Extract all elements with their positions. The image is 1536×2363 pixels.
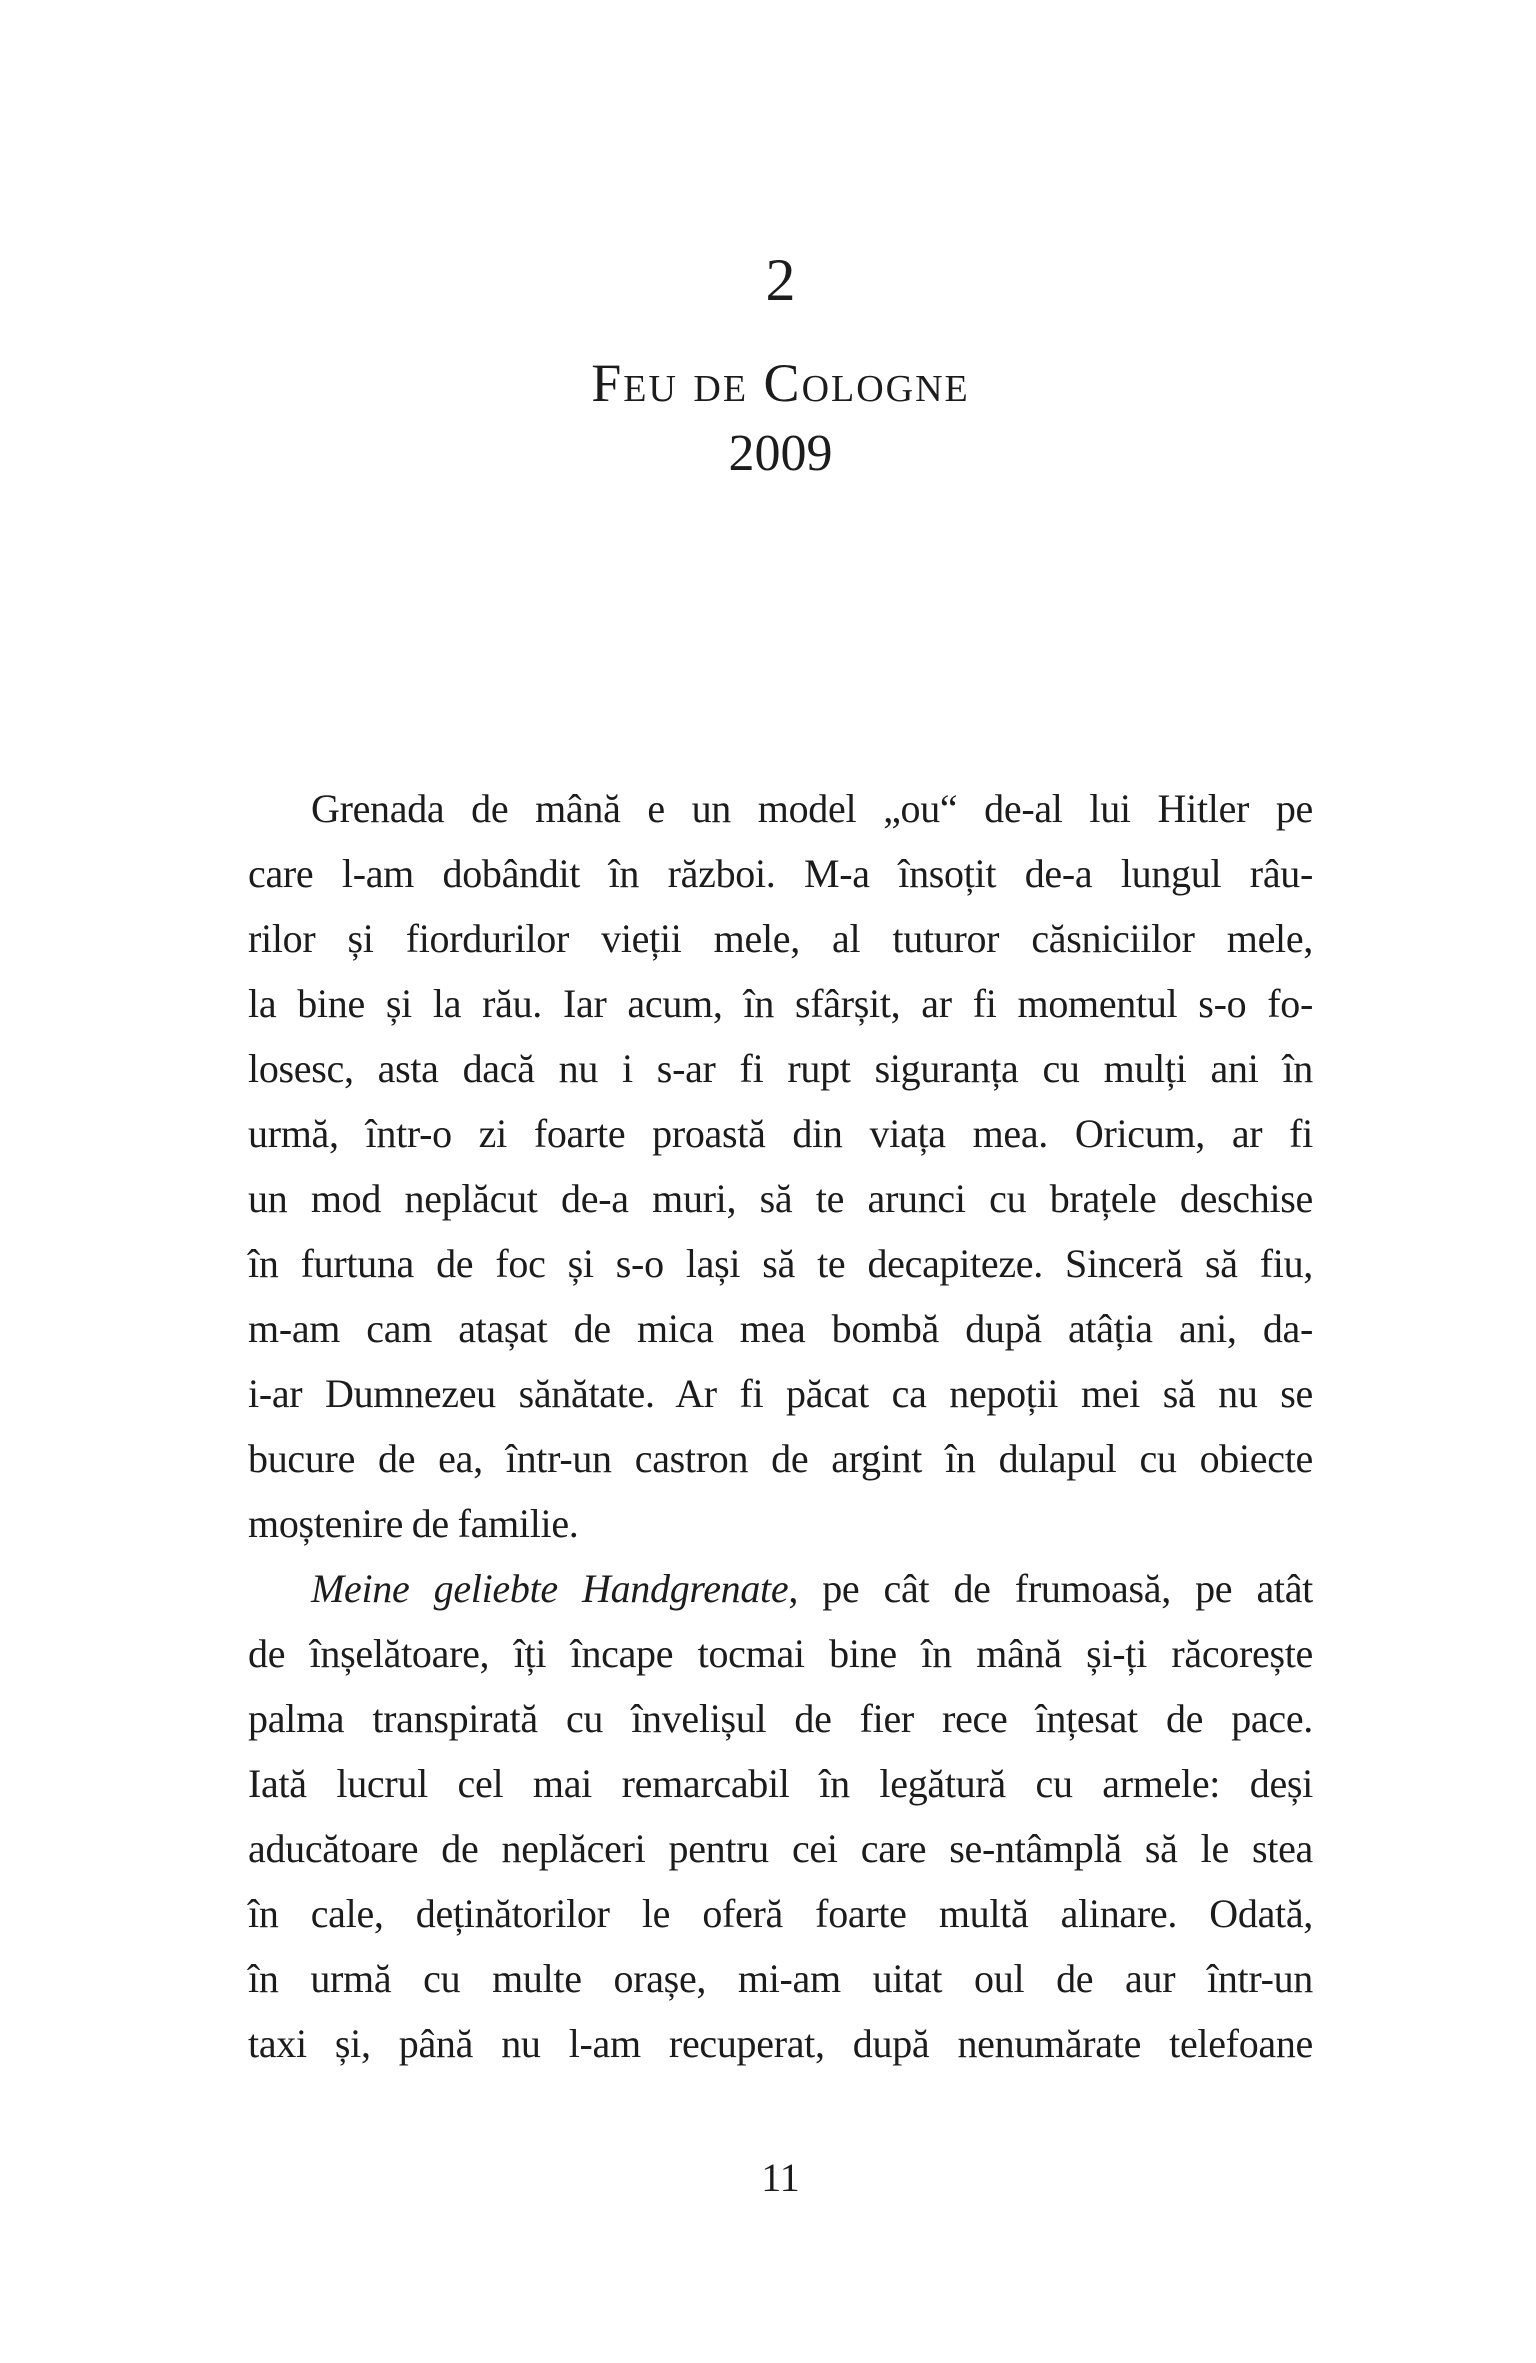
- chapter-number: 2: [765, 247, 796, 313]
- paragraph: [248, 776, 1313, 1556]
- body-line: [248, 906, 1313, 971]
- body-line: [248, 1036, 1313, 1101]
- text-column: [248, 0, 1313, 2198]
- body-line: [248, 776, 1313, 841]
- text-segment: m-am cam atașat de mica mea bombă după atâția ani, da-: [248, 1306, 1313, 1351]
- text-segment: taxi și, până nu l-am recuperat, după nenumărate telefoane: [248, 2021, 1313, 2066]
- text-segment: moștenire de familie.: [248, 1501, 579, 1546]
- text-segment: rilor și fiordurilor vieții mele, al tuturor căsniciilor mele,: [248, 916, 1313, 961]
- text-segment: un mod neplăcut de-a muri, să te arunci cu brațele deschise: [248, 1176, 1313, 1221]
- text-segment: bucure de ea, într-un castron de argint în dulapul cu obiecte: [248, 1436, 1313, 1481]
- text-segment: care l-am dobândit în război. M-a însoțit de-a lungul râu-: [248, 851, 1313, 896]
- text-segment: , pe cât de frumoasă, pe atât: [788, 1566, 1313, 1611]
- text-segment: în urmă cu multe orașe, mi-am uitat oul de aur într-un: [248, 1956, 1313, 2001]
- body-line: [248, 1881, 1313, 1946]
- text-segment: Iată lucrul cel mai remarcabil în legătură cu armele: deși: [248, 1761, 1313, 1806]
- text-segment: urmă, într-o zi foarte proastă din viața mea. Oricum, ar fi: [248, 1111, 1313, 1156]
- text-segment: de înșelătoare, îți încape tocmai bine în mână și-ți răcorește: [248, 1631, 1313, 1676]
- text-segment: la bine și la rău. Iar acum, în sfârșit, ar fi momentul s-o fo-: [248, 981, 1313, 1026]
- body-line: [248, 1426, 1313, 1491]
- chapter-title: Feu de Cologne: [591, 353, 970, 413]
- body-text: [248, 776, 1313, 2076]
- text-segment: i-ar Dumnezeu sănătate. Ar fi păcat ca nepoții mei să nu se: [248, 1371, 1313, 1416]
- body-line: [248, 1101, 1313, 1166]
- chapter-heading: [248, 0, 1313, 480]
- text-segment: Grenada de mână e un model „ou“ de-al lui Hitler pe: [311, 786, 1313, 831]
- text-segment: palma transpirată cu învelișul de fier rece înțesat de pace.: [248, 1696, 1313, 1741]
- body-line: [248, 1946, 1313, 2011]
- page-number: 11: [761, 2155, 800, 2200]
- text-segment: în cale, deținătorilor le oferă foarte multă alinare. Odată,: [248, 1891, 1313, 1936]
- body-line: [248, 1751, 1313, 1816]
- body-line: [248, 2011, 1313, 2076]
- body-line: [248, 1621, 1313, 1686]
- body-line: [248, 971, 1313, 1036]
- foreign-phrase: Meine geliebte Handgrenate: [311, 1566, 789, 1611]
- body-line: [248, 1361, 1313, 1426]
- body-line: [248, 1491, 1313, 1556]
- text-segment: losesc, asta dacă nu i s-ar fi rupt siguranța cu mulți ani în: [248, 1046, 1313, 1091]
- text-segment: aducătoare de neplăceri pentru cei care se-ntâmplă să le stea: [248, 1826, 1313, 1871]
- paragraph: [248, 1556, 1313, 2076]
- body-line: [248, 1686, 1313, 1751]
- text-segment: în furtuna de foc și s-o lași să te decapiteze. Sinceră să fiu,: [248, 1241, 1313, 1286]
- body-line: [248, 1556, 1313, 1621]
- body-line: [248, 1166, 1313, 1231]
- body-line: [248, 1816, 1313, 1881]
- body-line: [248, 1231, 1313, 1296]
- body-line: [248, 841, 1313, 906]
- body-line: [248, 1296, 1313, 1361]
- chapter-year: 2009: [728, 425, 833, 482]
